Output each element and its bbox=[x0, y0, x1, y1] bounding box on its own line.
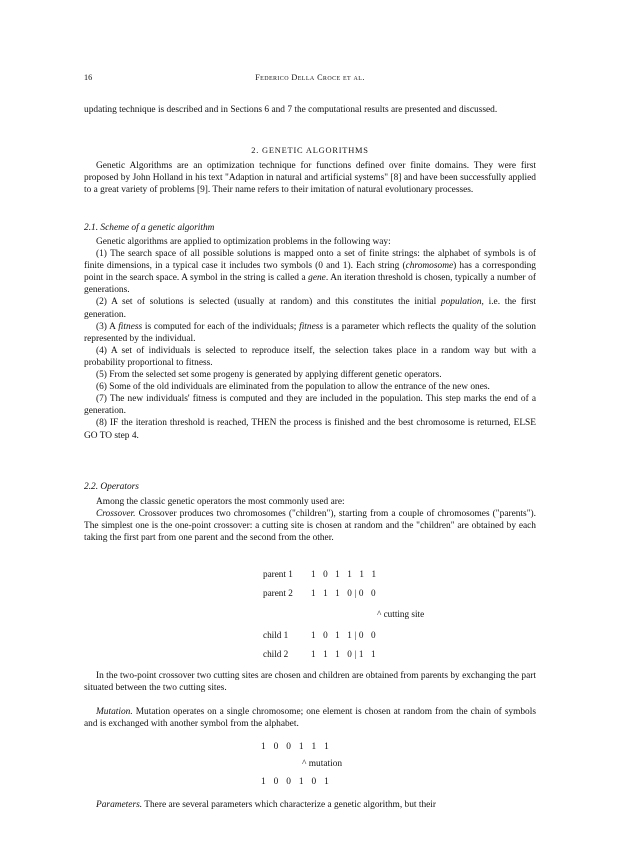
two-point-crossover-paragraph: In the two-point crossover two cutting sites are chosen and children are obtained from parents by exchanging the part situated between the two cutting sites. bbox=[84, 671, 536, 694]
mutation-paragraph: Mutation. Mutation operates on a single chromosome; one element is chosen at random from the chain of symbols and is exchanged with another symbol from the alphabet. bbox=[84, 707, 536, 730]
step-5: (5) From the selected set some progeny is generated by applying different genetic operators. bbox=[96, 370, 442, 381]
step-8: (8) IF the iteration threshold is reached, THEN the process is finished and the best chromosome is returned, ELSE GO TO step 4. bbox=[84, 418, 536, 441]
intro-continuation: updating technique is described and in Sections 6 and 7 the computational results are presented and discussed. bbox=[84, 105, 498, 115]
step-4: (4) A set of individuals is selected to reproduce itself, the selection takes place in a random way but with a probability proportional to fitness. bbox=[84, 345, 536, 368]
cutting-site-label: ^ cutting site bbox=[377, 609, 425, 619]
crossover-paragraph: Crossover. Crossover produces two chromosomes ("children"), starting from a couple of chromosomes ("parents"). The simplest one is the one-point crossover: a cutting site is chosen at random and the "children" are obtained by each taking the first part from one parent and the second from the other. bbox=[84, 509, 536, 544]
table-row: parent 1 1 0 1 1 1 1 bbox=[263, 569, 379, 579]
mutation-after: 1 0 0 1 0 1 bbox=[261, 777, 332, 787]
table-row: parent 2 1 1 1 0|0 0 bbox=[263, 588, 379, 598]
step-2: (2) A set of solutions is selected (usually at random) and this constitutes the initial population, i.e. the first generation. bbox=[84, 297, 536, 320]
crossover-example-table bbox=[263, 568, 424, 661]
step-7: (7) The new individuals' fitness is computed and they are included in the population. This step marks the end of a generation. bbox=[84, 394, 536, 417]
running-header bbox=[84, 72, 536, 84]
mutation-term: Mutation. bbox=[96, 707, 133, 717]
parameters-paragraph: Parameters. There are several parameters which characterize a genetic algorithm, but their bbox=[96, 800, 437, 810]
mutation-before: 1 0 0 1 1 1 bbox=[261, 742, 332, 752]
table-row: child 2 1 1 1 0|1 1 bbox=[263, 649, 379, 659]
running-head: Federico Della Croce et al. bbox=[255, 73, 365, 82]
scheme-lead: Genetic algorithms are applied to optimization problems in the following way: bbox=[96, 237, 391, 247]
step-6: (6) Some of the old individuals are eliminated from the population to allow the entrance of the new ones. bbox=[96, 382, 490, 393]
subsection-2-2-title: 2.2. Operators bbox=[84, 482, 139, 492]
section-paragraph: Genetic Algorithms are an optimization technique for functions defined over finite domains. They were first proposed by John Holland in his text "Adaption in natural and artificial systems" [8] and have been successfully applied to a great variety of problems [9]. Their name refers to their imitation of natural evolutionary processes. bbox=[84, 161, 536, 196]
operators-lead: Among the classic genetic operators the most commonly used are: bbox=[96, 497, 345, 507]
page-number: 16 bbox=[84, 73, 93, 82]
step-3: (3) A fitness is computed for each of the individuals; fitness is a parameter which reflects the quality of the solution represented by the individual. bbox=[84, 321, 536, 344]
parameters-term: Parameters. bbox=[96, 800, 143, 810]
subsection-2-1-title: 2.1. Scheme of a genetic algorithm bbox=[84, 223, 215, 233]
table-row bbox=[263, 602, 424, 621]
table-row: child 1 1 0 1 1|0 0 bbox=[263, 630, 379, 640]
step-1: (1) The search space of all possible solutions is mapped onto a set of finite strings: the alphabet of symbols is of finite dimensions, in a typical case it includes two symbols (0 and 1). Each string (chromosome) has a corresponding point in the search space. A symbol in the string is called a gene. An iteration threshold is chosen, typically a number of generations. bbox=[84, 249, 536, 296]
subsection-2-1-body bbox=[84, 236, 536, 442]
operators-body bbox=[84, 496, 536, 544]
crossover-term: Crossover. bbox=[96, 509, 136, 520]
mutation-label: ^ mutation bbox=[302, 759, 343, 769]
section-title: 2. GENETIC ALGORITHMS bbox=[251, 146, 369, 155]
